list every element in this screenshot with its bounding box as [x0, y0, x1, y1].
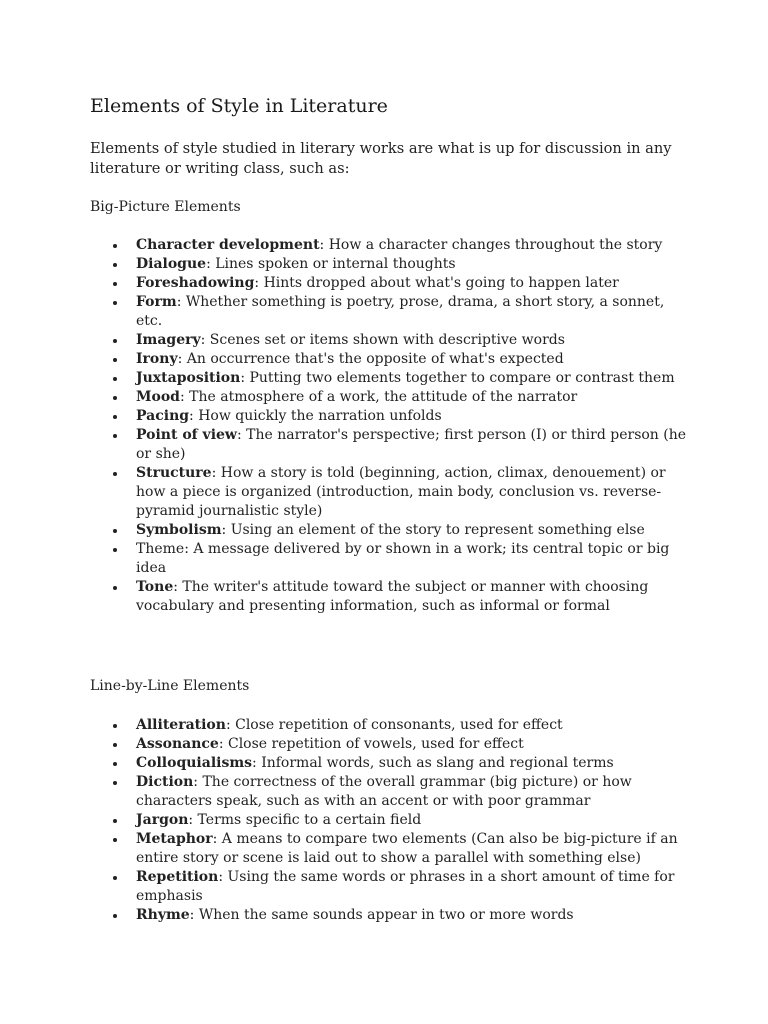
item-term: Point of view — [136, 427, 237, 443]
item-term: Foreshadowing — [136, 275, 255, 291]
page-title: Elements of Style in Literature — [90, 95, 388, 117]
item-description: Theme: A message delivered by or shown in a work; its central topic or big idea — [136, 541, 670, 576]
list-item — [90, 735, 690, 754]
item-description: : Putting two elements together to compare or contrast them — [240, 370, 675, 386]
item-term: Mood — [136, 389, 180, 405]
item-term: Diction — [136, 774, 194, 790]
item-term: Symbolism — [136, 522, 222, 538]
item-term: Rhyme — [136, 907, 190, 923]
list-item — [90, 521, 690, 540]
line-by-line-heading: Line-by-Line Elements — [90, 678, 250, 694]
big-picture-heading: Big-Picture Elements — [90, 199, 241, 215]
item-description: : Close repetition of vowels, used for effect — [218, 736, 524, 752]
list-item — [90, 350, 690, 369]
list-item — [90, 540, 690, 578]
list-item — [90, 578, 690, 616]
item-description: : How a character changes throughout the story — [319, 237, 663, 253]
item-description: : The correctness of the overall grammar (big picture) or how characters speak, such as with an accent or with poor grammar — [136, 774, 632, 809]
item-description: : When the same sounds appear in two or more words — [189, 907, 574, 923]
list-item — [90, 274, 690, 293]
line-by-line-list — [90, 716, 690, 925]
item-description: : Terms specific to a certain field — [188, 812, 422, 828]
item-term: Irony — [136, 351, 178, 367]
list-item — [90, 369, 690, 388]
item-term: Dialogue — [136, 256, 207, 272]
item-description: : Whether something is poetry, prose, drama, a short story, a sonnet, etc. — [136, 294, 665, 329]
list-item — [90, 388, 690, 407]
list-item — [90, 255, 690, 274]
item-description: : Hints dropped about what's going to happen later — [254, 275, 619, 291]
item-term: Alliteration — [136, 717, 226, 733]
item-description: : A means to compare two elements (Can also be big-picture if an entire story or scene is laid out to show a parallel with something else) — [136, 831, 678, 866]
item-description: : Close repetition of consonants, used for effect — [225, 717, 563, 733]
item-term: Colloquialisms — [136, 755, 253, 771]
list-item — [90, 293, 690, 331]
list-item — [90, 773, 690, 811]
item-description: : Lines spoken or internal thoughts — [206, 256, 456, 272]
item-description: : How a story is told (beginning, action, climax, denouement) or how a piece is organized (introduction, main body, conclusion vs. reverse-pyramid journalistic style) — [136, 465, 666, 519]
item-description: : Scenes set or items shown with descriptive words — [200, 332, 565, 348]
item-term: Tone — [136, 579, 174, 595]
item-description: : Informal words, such as slang and regional terms — [252, 755, 614, 771]
list-item — [90, 716, 690, 735]
list-item — [90, 464, 690, 521]
item-description: : How quickly the narration unfolds — [189, 408, 442, 424]
item-term: Form — [136, 294, 177, 310]
item-term: Jargon — [136, 812, 189, 828]
item-term: Pacing — [136, 408, 190, 424]
list-item — [90, 754, 690, 773]
list-item — [90, 868, 690, 906]
intro-paragraph: Elements of style studied in literary works are what is up for discussion in any literature or writing class, such as: — [90, 140, 672, 177]
item-term: Metaphor — [136, 831, 213, 847]
list-item — [90, 407, 690, 426]
list-item — [90, 906, 690, 925]
item-description: : Using an element of the story to represent something else — [221, 522, 645, 538]
list-item — [90, 426, 690, 464]
list-item — [90, 331, 690, 350]
item-description: : An occurrence that's the opposite of what's expected — [177, 351, 564, 367]
item-term: Assonance — [136, 736, 219, 752]
item-term: Imagery — [136, 332, 201, 348]
item-description: : The writer's attitude toward the subject or manner with choosing vocabulary and presenting information, such as informal or formal — [136, 579, 649, 614]
list-item — [90, 830, 690, 868]
item-description: : The narrator's perspective; first person (I) or third person (he or she) — [136, 427, 687, 462]
big-picture-list — [90, 236, 690, 616]
list-item — [90, 811, 690, 830]
item-term: Repetition — [136, 869, 219, 885]
item-term: Character development — [136, 237, 320, 253]
item-description: : The atmosphere of a work, the attitude of the narrator — [179, 389, 578, 405]
item-description: : Using the same words or phrases in a short amount of time for emphasis — [136, 869, 675, 904]
list-item — [90, 236, 690, 255]
item-term: Structure — [136, 465, 212, 481]
item-term: Juxtaposition — [136, 370, 241, 386]
